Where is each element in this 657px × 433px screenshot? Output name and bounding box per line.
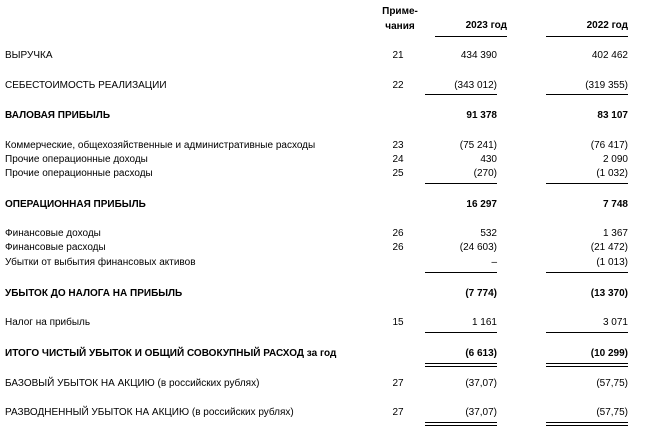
total-double-rule xyxy=(546,422,628,426)
value-2022: (319 355) xyxy=(585,80,628,91)
value-2023: – xyxy=(491,257,497,268)
row-note: 26 xyxy=(392,242,404,253)
row-label: ОПЕРАЦИОННАЯ ПРИБЫЛЬ xyxy=(5,199,146,210)
row-note: 15 xyxy=(392,317,404,328)
row-label: ИТОГО ЧИСТЫЙ УБЫТОК И ОБЩИЙ СОВОКУПНЫЙ РАСХОД за год xyxy=(5,348,337,359)
row-gross-profit xyxy=(0,110,657,122)
row-income-tax xyxy=(0,317,657,329)
value-2022: 83 107 xyxy=(597,110,628,121)
value-2023: (37,07) xyxy=(465,378,497,389)
row-label: ВАЛОВАЯ ПРИБЫЛЬ xyxy=(5,110,110,121)
value-2023: (6 613) xyxy=(465,348,497,359)
value-2023: 434 390 xyxy=(460,50,497,61)
notes-column-header xyxy=(376,4,424,34)
value-2022: (1 013) xyxy=(596,257,628,268)
value-2022: (57,75) xyxy=(596,378,628,389)
value-2023: (37,07) xyxy=(465,407,497,418)
value-2022: (76 417) xyxy=(590,140,628,151)
row-label: Коммерческие, общехозяйственные и административные расходы xyxy=(5,140,316,151)
value-2022: (57,75) xyxy=(596,407,628,418)
value-2023: 430 xyxy=(480,154,497,165)
row-note: 23 xyxy=(392,140,404,151)
subtotal-rule xyxy=(425,332,497,333)
row-note: 21 xyxy=(392,50,404,61)
row-loss-on-disposal xyxy=(0,257,657,269)
subtotal-rule xyxy=(425,94,497,95)
row-label: УБЫТОК ДО НАЛОГА НА ПРИБЫЛЬ xyxy=(5,288,183,299)
row-note: 27 xyxy=(392,407,404,418)
row-label: БАЗОВЫЙ УБЫТОК НА АКЦИЮ (в российских рублях) xyxy=(5,378,260,389)
row-cost-of-sales xyxy=(0,80,657,92)
value-2023: (24 603) xyxy=(459,242,497,253)
value-2022: 3 071 xyxy=(602,317,628,328)
value-2023: 532 xyxy=(480,228,497,239)
row-finance-expenses xyxy=(0,242,657,254)
row-label: Прочие операционные доходы xyxy=(5,154,148,165)
subtotal-rule xyxy=(425,183,497,184)
notes-header-line1: Приме- xyxy=(382,6,418,17)
row-label: Убытки от выбытия финансовых активов xyxy=(5,257,196,268)
total-double-rule xyxy=(425,363,497,367)
row-operating-profit xyxy=(0,199,657,211)
subtotal-rule xyxy=(546,183,628,184)
row-note: 22 xyxy=(392,80,404,91)
row-note: 24 xyxy=(392,154,404,165)
row-net-loss-total xyxy=(0,348,657,360)
value-2023: (270) xyxy=(473,168,497,179)
row-label: Налог на прибыль xyxy=(5,317,91,328)
value-2022: 2 090 xyxy=(602,154,628,165)
row-loss-before-tax xyxy=(0,288,657,300)
row-label: СЕБЕСТОИМОСТЬ РЕАЛИЗАЦИИ xyxy=(5,80,167,91)
row-label: Финансовые расходы xyxy=(5,242,106,253)
row-finance-income xyxy=(0,228,657,240)
total-double-rule xyxy=(425,422,497,426)
row-sga-expenses xyxy=(0,140,657,152)
total-double-rule xyxy=(546,363,628,367)
value-2023: (343 012) xyxy=(454,80,497,91)
row-note: 27 xyxy=(392,378,404,389)
value-2023: (7 774) xyxy=(465,288,497,299)
subtotal-rule xyxy=(546,94,628,95)
subtotal-rule xyxy=(546,332,628,333)
year-2022-header: 2022 год xyxy=(546,20,628,37)
row-label: РАЗВОДНЕННЫЙ УБЫТОК НА АКЦИЮ (в российских рублях) xyxy=(5,407,294,418)
row-note: 25 xyxy=(392,168,404,179)
row-other-operating-expenses xyxy=(0,168,657,180)
row-basic-loss-per-share xyxy=(0,378,657,390)
year-2023-header: 2023 год xyxy=(435,20,507,37)
subtotal-rule xyxy=(546,272,628,273)
row-label: Финансовые доходы xyxy=(5,228,101,239)
value-2022: (21 472) xyxy=(590,242,628,253)
value-2023: 1 161 xyxy=(471,317,497,328)
row-label: ВЫРУЧКА xyxy=(5,50,53,61)
row-revenue xyxy=(0,50,657,62)
value-2022: 7 748 xyxy=(602,199,628,210)
notes-header-line2: чания xyxy=(385,21,415,32)
value-2022: (1 032) xyxy=(596,168,628,179)
row-note: 26 xyxy=(392,228,404,239)
value-2022: (13 370) xyxy=(590,288,628,299)
row-label: Прочие операционные расходы xyxy=(5,168,153,179)
value-2022: 1 367 xyxy=(602,228,628,239)
row-other-operating-income xyxy=(0,154,657,166)
value-2023: 91 378 xyxy=(466,110,497,121)
subtotal-rule xyxy=(425,272,497,273)
value-2023: (75 241) xyxy=(459,140,497,151)
row-diluted-loss-per-share xyxy=(0,407,657,419)
value-2022: 402 462 xyxy=(591,50,628,61)
value-2022: (10 299) xyxy=(590,348,628,359)
value-2023: 16 297 xyxy=(466,199,497,210)
